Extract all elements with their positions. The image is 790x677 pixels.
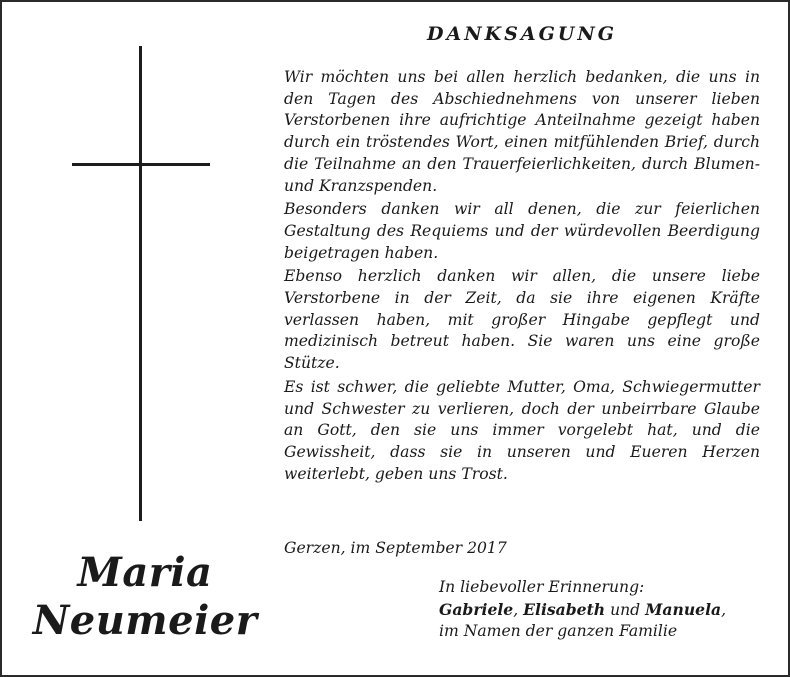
paragraph-requiem: Besonders danken wir all denen, die zur feierlichen Gestaltung des Requiems und der würdevollen Beerdigung beigetragen haben. (284, 200, 760, 262)
signoff-family-line: im Namen der ganzen Familie (439, 622, 678, 640)
paragraph-faith: Es ist schwer, die geliebte Mutter, Oma, Schwiegermutter und Schwester zu verlieren, doch der unbeirrbare Glaube an Gott, den sie uns immer vorgelebt hat, und die Gewissheit, dass sie in unseren und Eueren Herzen weiterlebt, geben uns Trost. (284, 377, 760, 483)
signoff-separator-2: und (605, 600, 646, 619)
signoff-name-2: Elisabeth (523, 599, 606, 619)
signoff-names (439, 599, 784, 622)
paragraph-thanks: Wir möchten uns bei allen herzlich bedanken, die uns in den Tagen des Abschiednehmens von unserer lieben Verstorbenen ihre aufrichtige Anteilnahme gezeigt haben durch ein tröstendes Wort, einen mitfühlenden Brief, durch die Teilnahme an den Trauerfeierlichkeiten, durch Blumen- und Kranzspenden. (284, 68, 760, 195)
signoff-intro: In liebevoller Erinnerung: (439, 578, 645, 596)
signoff-name-1: Gabriele (439, 599, 514, 619)
signoff (439, 577, 784, 643)
paragraph-care: Ebenso herzlich danken wir allen, die unsere liebe Verstorbene in der Zeit, da sie ihre eigenen Kräfte verlassen haben, mit großer Hingabe gepflegt und medizinisch betreut haben. Sie waren uns eine große Stütze. (284, 267, 760, 373)
place-and-date: Gerzen, im September 2017 (284, 539, 507, 557)
notice-heading: DANKSAGUNG (427, 23, 617, 45)
signoff-name-3: Manuela (645, 599, 722, 619)
signoff-separator-1: , (513, 600, 524, 619)
cross-icon-horizontal-beam (72, 163, 210, 166)
deceased-last-name: Neumeier (32, 597, 258, 644)
cross-icon-vertical-beam (139, 46, 142, 521)
signoff-separator-3: , (721, 600, 727, 619)
notice-body (284, 67, 760, 487)
deceased-name (20, 549, 270, 645)
deceased-first-name: Maria (77, 549, 213, 596)
